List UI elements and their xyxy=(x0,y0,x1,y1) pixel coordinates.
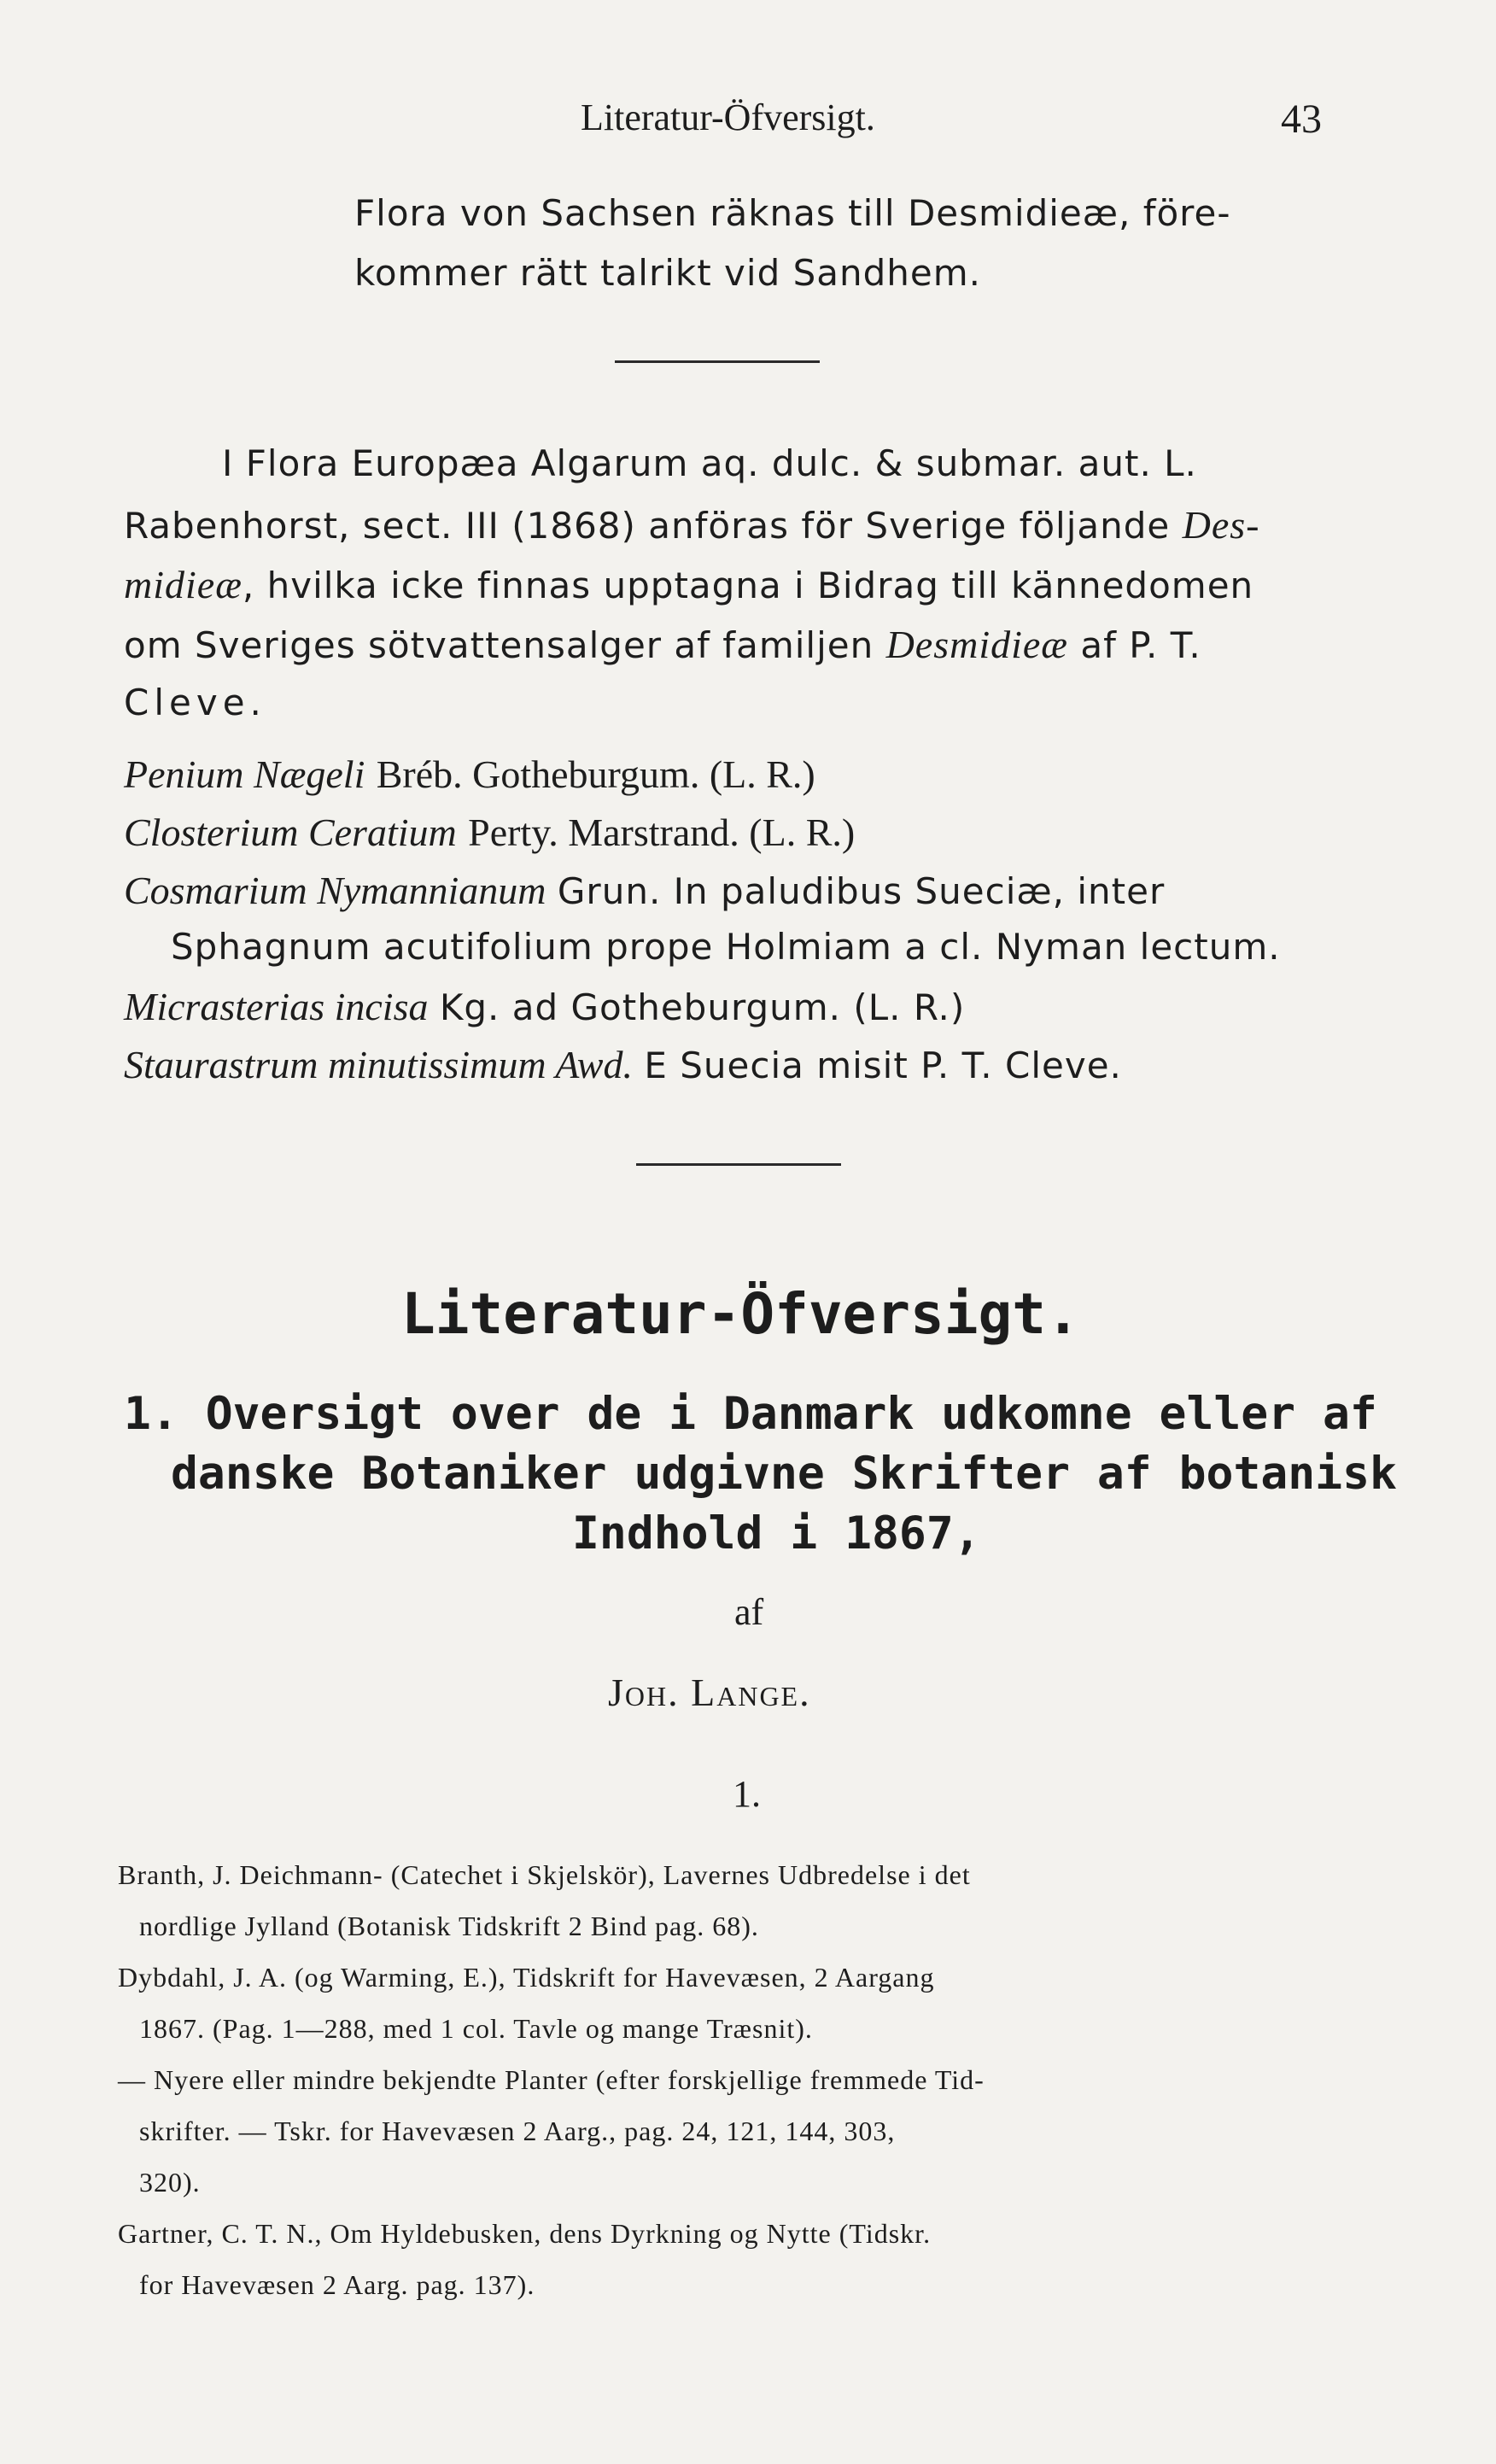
divider-top xyxy=(615,360,820,363)
species-rest: Kg. ad Gotheburgum. (L. R.) xyxy=(439,986,966,1028)
species-rest: Perty. Marstrand. (L. R.) xyxy=(468,811,856,854)
byline-af: af xyxy=(734,1591,764,1633)
species-name: Micrasterias incisa xyxy=(124,985,429,1028)
entry-heading-line-1: 1. Oversigt over de i Danmark udkomne eller af xyxy=(124,1388,1377,1440)
species-rest: E Suecia misit P. T. Cleve. xyxy=(644,1045,1122,1086)
europaea-line-5: Cleve. xyxy=(124,682,266,723)
species-continuation: Sphagnum acutifolium prope Holmiam a cl. Nyman lectum. xyxy=(171,926,1281,968)
bib-line: nordlige Jylland (Botanisk Tidskrift 2 Bind pag. 68). xyxy=(139,1911,759,1941)
species-entry xyxy=(124,810,855,855)
species-entry xyxy=(124,752,815,797)
bib-line: Branth, J. Deichmann- (Catechet i Skjelskör), Lavernes Udbredelse i det xyxy=(118,1859,971,1890)
species-rest: Bréb. Gotheburgum. (L. R.) xyxy=(376,752,815,796)
entry-heading-line-2: danske Botaniker udgivne Skrifter af botanisk xyxy=(171,1448,1397,1500)
species-name: Cosmarium Nymannianum xyxy=(124,869,546,912)
flora-line-2: kommer rätt talrikt vid Sandhem. xyxy=(354,252,981,294)
species-name: Penium Nægeli xyxy=(124,752,365,796)
section-title: Literatur-Öfversigt. xyxy=(401,1281,1080,1347)
part-number: 1. xyxy=(733,1773,761,1815)
europaea-line-2 xyxy=(124,502,1259,547)
europaea-line-3-italic: midieæ xyxy=(124,563,243,606)
europaea-line-4 xyxy=(124,622,1201,667)
bib-line: Dybdahl, J. A. (og Warming, E.), Tidskrift for Havevæsen, 2 Aargang xyxy=(118,1962,935,1993)
bib-line: for Havevæsen 2 Aarg. pag. 137). xyxy=(139,2269,535,2300)
europaea-line-2-text: Rabenhorst, sect. III (1868) anföras för Sverige följande xyxy=(124,505,1171,547)
europaea-line-3-text: , hvilka icke finnas upptagna i Bidrag till kännedomen xyxy=(242,565,1254,606)
europaea-line-2-italic: Des- xyxy=(1182,503,1260,547)
species-name: Staurastrum minutissimum Awd. xyxy=(124,1043,633,1086)
running-title: Literatur-Öfversigt. xyxy=(581,97,875,138)
europaea-line-3 xyxy=(124,562,1253,607)
bib-line: 320). xyxy=(139,2167,201,2198)
species-entry xyxy=(124,984,965,1029)
bib-line: skrifter. — Tskr. for Havevæsen 2 Aarg., pag. 24, 121, 144, 303, xyxy=(139,2116,896,2146)
bib-line: Gartner, C. T. N., Om Hyldebusken, dens Dyrkning og Nytte (Tidskr. xyxy=(118,2218,932,2249)
page-number: 43 xyxy=(1281,97,1322,142)
europaea-line-1: I Flora Europæa Algarum aq. dulc. & submar. aut. L. xyxy=(222,442,1197,484)
europaea-line-4-tail: af P. T. xyxy=(1080,624,1201,666)
bib-line: 1867. (Pag. 1—288, med 1 col. Tavle og mange Træsnit). xyxy=(139,2013,813,2044)
author-name: Joh. Lange. xyxy=(608,1671,811,1714)
flora-line-1: Flora von Sachsen räknas till Desmidieæ, före- xyxy=(354,192,1231,234)
entry-heading-line-3: Indhold i 1867, xyxy=(572,1507,981,1560)
species-rest: Grun. In paludibus Sueciæ, inter xyxy=(557,870,1166,912)
species-name: Closterium Ceratium xyxy=(124,811,457,854)
species-entry xyxy=(124,868,1165,913)
europaea-line-4-italic: Desmidieæ xyxy=(885,623,1068,666)
divider-middle xyxy=(636,1163,841,1166)
bib-line: — Nyere eller mindre bekjendte Planter (efter forskjellige fremmede Tid- xyxy=(118,2064,985,2095)
europaea-line-4-text: om Sveriges sötvattensalger af familjen xyxy=(124,624,874,666)
species-entry xyxy=(124,1042,1122,1087)
